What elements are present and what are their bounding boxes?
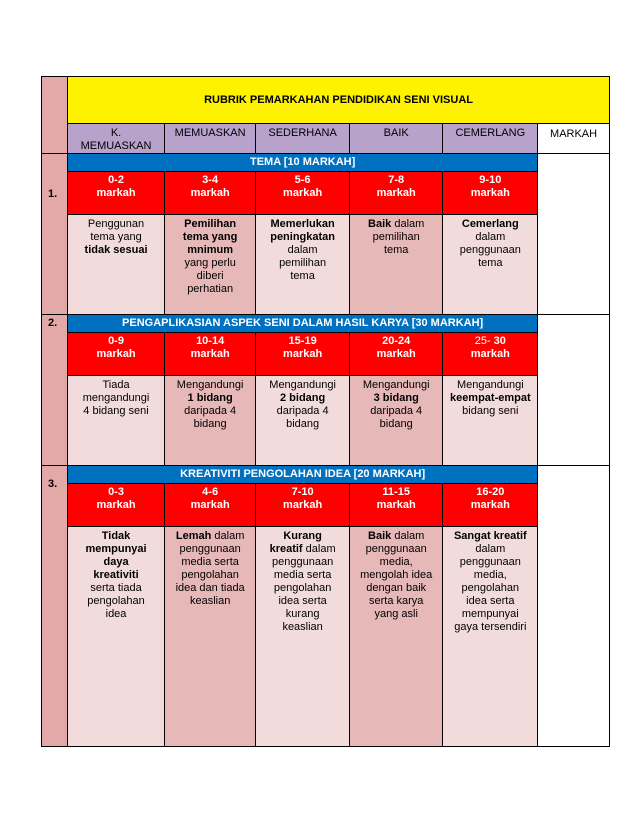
section-2-desc-4 <box>349 376 443 466</box>
header-baik: BAIK <box>349 124 443 154</box>
desc-line: mengolah idea <box>360 569 433 581</box>
desc-line: Pemilihan <box>184 218 237 230</box>
section-1-desc-5 <box>443 215 538 315</box>
desc-line: penggunaan <box>459 244 521 256</box>
header-sederhana: SEDERHANA <box>256 124 350 154</box>
desc-line: keaslian <box>189 595 231 607</box>
desc-line: serta tiada <box>90 582 142 594</box>
section-1-markah-cell <box>538 154 610 315</box>
section-2-score-3: 15-19 markah <box>256 333 350 376</box>
section-1-number-cell <box>42 154 68 315</box>
section-3-score-row <box>42 484 610 527</box>
section-3-heading: KREATIVITI PENGOLAHAN IDEA [20 MARKAH] <box>68 466 538 484</box>
desc-line: tidak sesuai <box>84 244 148 256</box>
desc-line: penggunaan <box>459 556 521 568</box>
section-3-score-2: 4-6 markah <box>164 484 255 527</box>
section-3-markah-cell <box>538 466 610 747</box>
desc-line: tema <box>478 257 503 269</box>
desc-line: mengandungi <box>82 392 150 404</box>
desc-line: dengan baik <box>366 582 427 594</box>
section-2-score-4: 20-24 markah <box>349 333 443 376</box>
desc-line: Kurang <box>283 530 322 542</box>
section-3-score-3: 7-10 markah <box>256 484 350 527</box>
section-1-score-4: 7-8 markah <box>349 172 443 215</box>
section-2-score-5: 25- 30 markah <box>443 333 538 376</box>
section-2-desc-3 <box>256 376 350 466</box>
desc-line: Tidak <box>101 530 131 542</box>
section-2-desc-2 <box>164 376 255 466</box>
desc-line: kurang <box>285 608 320 620</box>
section-3-score-1: 0-3 markah <box>68 484 165 527</box>
desc-line: pengolahan <box>273 582 332 594</box>
desc-line: Mengandungi <box>456 379 524 391</box>
header-k-label: K. <box>110 127 122 139</box>
section-2-desc-1 <box>68 376 165 466</box>
section-2-score-row <box>42 333 610 376</box>
desc-line: daya <box>103 556 129 568</box>
section-1-desc-row <box>42 215 610 315</box>
section-3-desc-1 <box>68 527 165 747</box>
desc-line: daripada 4 <box>184 405 237 417</box>
section-2-markah-cell <box>538 315 610 466</box>
desc-line: Memerlukan <box>270 218 335 230</box>
desc-line: 3 bidang <box>373 392 419 404</box>
desc-line: pengolahan <box>461 582 520 594</box>
desc-line: Tiada <box>102 379 130 391</box>
header-memuaskan: MEMUASKAN <box>164 124 255 154</box>
section-2-score-2: 10-14 markah <box>164 333 255 376</box>
desc-line: peningkatan <box>270 231 336 243</box>
desc-line: idea dan tiada <box>175 582 245 594</box>
desc-line: 2 bidang <box>280 392 326 404</box>
desc-line: Cemerlang <box>461 218 519 230</box>
desc-line: mempunyai <box>461 608 519 620</box>
section-3-score-5: 16-20 markah <box>443 484 538 527</box>
desc-line: tema <box>290 270 315 282</box>
section-2-desc-row <box>42 376 610 466</box>
desc-line: keaslian <box>282 621 323 633</box>
section-3-desc-row <box>42 527 610 747</box>
desc-line: penggunaan <box>272 556 334 568</box>
desc-line: yang asli <box>374 608 418 620</box>
desc-line: 4 bidang seni <box>83 405 149 417</box>
desc-line: media serta <box>181 556 239 568</box>
section-3-desc-3 <box>256 527 350 747</box>
section-3-score-4: 11-15 markah <box>349 484 443 527</box>
section-3-desc-5 <box>443 527 538 747</box>
desc-line: idea serta <box>278 595 327 607</box>
section-1-number: 1. <box>48 188 58 200</box>
rubric-table <box>41 76 610 747</box>
section-1-score-row <box>42 172 610 215</box>
section-3-desc-4 <box>349 527 443 747</box>
desc-line: daripada 4 <box>370 405 423 417</box>
section-1-desc-4 <box>349 215 443 315</box>
section-3-number-cell <box>42 466 68 747</box>
section-2-number: 2. <box>48 317 58 329</box>
desc-line: pemilihan <box>372 231 420 243</box>
desc-line: bidang <box>379 418 413 430</box>
desc-line: pengolahan <box>87 595 145 607</box>
section-2-number-cell <box>42 315 68 466</box>
rubric-title: RUBRIK PEMARKAHAN PENDIDIKAN SENI VISUAL <box>68 77 610 124</box>
desc-line: mempunyai <box>85 543 147 555</box>
desc-line: Baik dalam <box>368 530 425 542</box>
section-2-heading: PENGAPLIKASIAN ASPEK SENI DALAM HASIL KARYA [30 MARKAH] <box>68 315 538 333</box>
desc-line: penggunaan <box>179 543 241 555</box>
desc-line: mnimum <box>187 244 234 256</box>
desc-line: bidang <box>286 418 320 430</box>
section-1-desc-1 <box>68 215 165 315</box>
header-markah: MARKAH <box>538 124 610 154</box>
header-cemerlang: CEMERLANG <box>443 124 538 154</box>
desc-line: kreativiti <box>93 569 139 581</box>
desc-line: Mengandungi <box>176 379 244 391</box>
header-k-memuaskan <box>68 124 165 154</box>
section-1-desc-3 <box>256 215 350 315</box>
desc-line: pemilihan <box>279 257 327 269</box>
desc-line: tema yang <box>90 231 142 243</box>
desc-line: Mengandungi <box>269 379 336 391</box>
section-3-number: 3. <box>48 478 58 490</box>
section-1-desc-2 <box>164 215 255 315</box>
desc-line: Penggunan <box>87 218 145 230</box>
desc-line: bidang seni <box>462 405 519 417</box>
desc-line: dalam <box>287 244 318 256</box>
desc-line: idea <box>105 608 127 620</box>
desc-line: gaya tersendiri <box>454 621 527 633</box>
desc-line: kreatif dalam <box>269 543 336 555</box>
section-1-score-5: 9-10 markah <box>443 172 538 215</box>
desc-line: diberi <box>196 270 224 282</box>
desc-line: dalam <box>475 231 506 243</box>
section-2-score-1: 0-9 markah <box>68 333 165 376</box>
desc-line: media, <box>473 569 507 581</box>
desc-line: perhatian <box>187 283 234 295</box>
desc-line: tema yang <box>182 231 238 243</box>
desc-line: media serta <box>273 569 332 581</box>
section-1-score-1: 0-2 markah <box>68 172 165 215</box>
desc-line: media, <box>379 556 413 568</box>
section-3-desc-2 <box>164 527 255 747</box>
number-column-top <box>42 77 68 154</box>
header-k-memuaskan-label: MEMUASKAN <box>80 140 152 152</box>
desc-line: penggunaan <box>365 543 427 555</box>
desc-line: 1 bidang <box>187 392 233 404</box>
desc-line: bidang <box>193 418 227 430</box>
desc-line: idea serta <box>466 595 515 607</box>
desc-line: dalam <box>475 543 506 555</box>
section-1-heading: TEMA [10 MARKAH] <box>68 154 538 172</box>
section-1-score-2: 3-4 markah <box>164 172 255 215</box>
section-1-score-3: 5-6 markah <box>256 172 350 215</box>
desc-line: pengolahan <box>181 569 239 581</box>
desc-line: Baik dalam <box>368 218 425 230</box>
desc-line: Lemah dalam <box>175 530 245 542</box>
desc-line: tema <box>383 244 409 256</box>
desc-line: yang perlu <box>184 257 236 269</box>
desc-line: serta karya <box>368 595 424 607</box>
section-2-desc-5 <box>443 376 538 466</box>
desc-line: daripada 4 <box>276 405 329 417</box>
desc-line: Mengandungi <box>362 379 430 391</box>
desc-line: Sangat kreatif <box>453 530 527 542</box>
desc-line: keempat-empat <box>449 392 531 404</box>
